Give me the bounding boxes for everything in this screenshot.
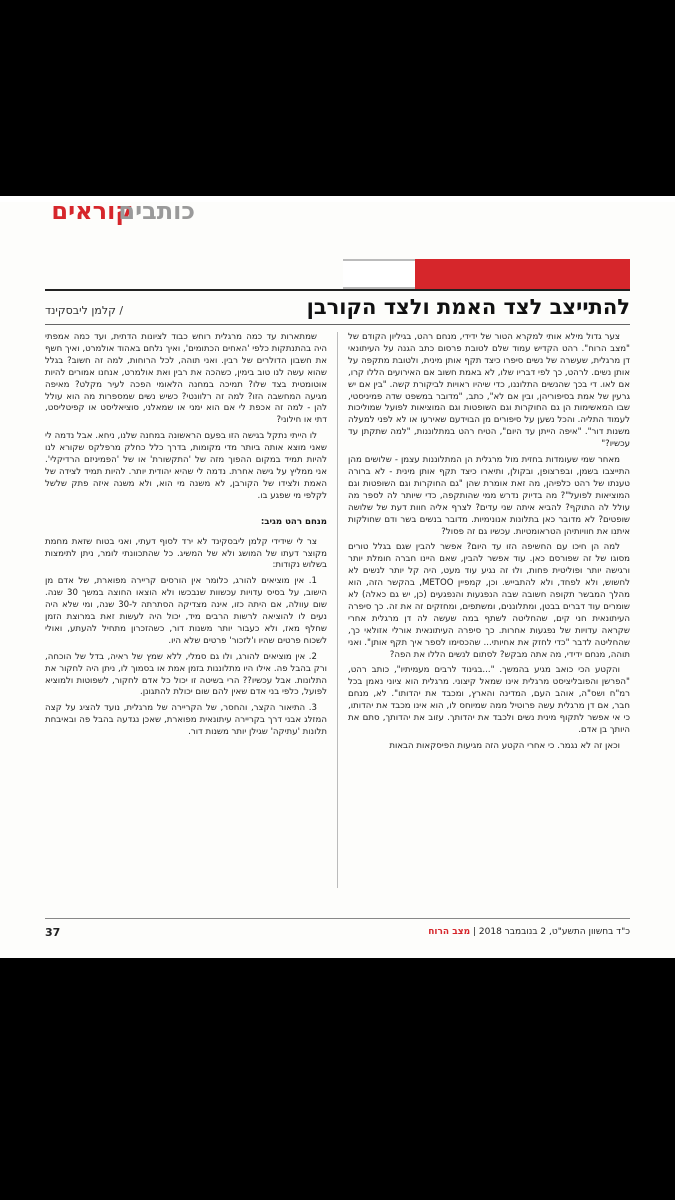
paragraph: 3. התיאור הקצר, והחסר, של הקריירה של מרגלית, נועד להציג על קצה המזלג אבני דרך בקריירה עיתונאית מפוארת, שאכן נגדעה בהבל פה ובאיבחת תלונות 'עתיקה' שגילן יותר משנות דור.	[45, 703, 327, 738]
section-title-red: קוראים	[51, 197, 133, 225]
paragraph: 2. אין מוציאים להורג, ולו גם סמלי, ללא שמץ של ראיה, בדל של הוכחה, ורק בהבל פה. אילו היו מתלוננות בזמן אמת או בסמוך לו, ניתן היה לחקור את התלונות. אבל עכשיו?? הרי בשיטה זו יכול כל אדם לחקור, לשפוטות ולמוציא לפועל, כלפי בני אדם שאין להם שום יכולת להתגונן.	[45, 651, 327, 698]
article-column-right	[348, 332, 630, 892]
section-rule	[45, 289, 630, 291]
headline-rule	[45, 324, 630, 325]
footer-meta	[428, 927, 630, 937]
paragraph: 1. אין מוציאים להורג, כלומר אין הורסים קריירה מפוארת, של אדם מן הישוב, על בסיס עדויות עכשוות שנבכשו ולא הוצאו החוצה במשך 30 שנה. שום עוולה, אם היתה כזו, אינה מצדיקה הסתרתה ל-30 שנה, ומי שלא היה נעים לו להוציאה לרשות הרבים מיד, יכול היה לעשות זאת במרוצת הזמן שחלף מאז, ולא כעבור יותר משנות דור, כשהזכרון מתחיל להעתע, ואולי לשכוח פרטים שהיו ו'לזכור' פרטים שלא היו.	[45, 576, 327, 646]
paragraph: והקטע הכי כואב מגיע בהמשך. "...בגינוד לרבים מעמיתיו", כותב רהט, "הפרשן והפובליציסט מרגלית אינו שמאל קיצוני. מרגלית הוא ציוני נאמן בכל רמ"ח ושס"ה, אוהב העם, המדינה והארץ, ומכבד את יהדותו". לא, מנחם חבר, אם דן מרגלית עשה פרוטיל ממה שמיוחס לו, הוא אינו מכבד את יהדותו, כי אי אפשר לתקוף מינית נשים ולכבד את יהדותך. עזוב את יהדותך, סתם את היותך בן אדם.	[348, 665, 630, 735]
section-title-gray: כותבים	[118, 197, 195, 225]
paragraph: למה הן חיכו עם החשיפה הזו עד היום? אפשר להבין שגם בגלל טורים מסוגו של זה שפורסם כאן. עוד אפשר להבין, שאם היינו חברה חומלת יותר ורגישה יותר ופוליטית פחות, ולוּ זה נגיע עוד מעט, היה קל יותר לנשים לא לחשוש, ולא לפחד, ולא להתבייש. וכן, קמפיין METOO, בהקשר הזה, הוא מהלך המבשר תקופה חשובה שבה הנפגעות והנפגעים (כן, יש גם כאלה) לא שומרים עוד דברים בבטן, ומתלוננים, ומשתפים, ומחזקים זה את זה. כך סיפרה העיתונאית חני קים, שהחליטה לשתף במה שעשה לה דן מרגלית אחרי שקראה עדויות של נפגעות אחרות. כך סיפרה העיתונאית אורלי אזולאי כך, שהחליטה לדבר "כדי לחזק את אחיותי... שהכסימו לספר איך תקף אותן". ואני תוהה, מנחם ידידי, מה אתה מבקש? לסתום לנשים הללו את הפה?	[348, 542, 630, 660]
paragraph: שמתארות עד כמה מרגלית רוחש כבוד לציונות הדתית, ועד כמה אמפתי היה בהתנתקות כלפי 'האחים הכתומים', ואיך נלחם באהוד אולמרט, ואיך חשף את חשבון הדולרים של רבין. ואני תוהה, לכל הרוחות, למה זה חשוב? בגלל שהוא עשה לנו טוב בימין, כשהכה את רבין ואת אולמרט, אנחנו אמורים להיות אוטומטית בצד שלו? תמיכה במחנה הלאומי הפכה לעיר מקלט? מאיפה מגיעה המחשבה הזו? למה זה רלוונטי? כשיש נשים שמספרות מה הוא עולל להן - למה זה אכפת לי אם הוא ימני או שמאלני, סוציאליסט או קפיטליסט, דתי או חילוני?	[45, 332, 327, 426]
section-banner	[45, 259, 630, 289]
paragraph: מאחר שמי שעומדות בחזית מול מרגלית הן המתלוננות עצמן - שלושים מהן התייצבו בשמן, ובפרצופן, ובקולן, ותיארו כיצד תקף אותן מינית - לא ברורה טענתו של רהט כלפיהן, מה זאת אומרת שהן "גם החוקרות וגם השופטות וגם המוציאות לפועל"? מה בדיוק נדרש ממי שהותקפה, כדי שיותר לה לספר מה עולל לה התוקף? להביא איתה שני עדים? לצרף אליה חוות דעת של שלושה שופטים? לא מדובר כאן בתלונות אנונימיות. מדובר בנשים בשר ודם שחולקות איתנו את חוויותיהן הטראומטיות. עכשיו גם זה פסול?	[348, 455, 630, 537]
paragraph: וכאן זה לא נגמר. כי אחרי הקטע הזה מגיעות הפיסקאות הבאות	[389, 740, 620, 751]
article-headline: להתייצב לצד האמת ולצד הקורבן	[306, 295, 630, 319]
section-banner-gray-block	[343, 259, 415, 289]
footer-rule	[45, 918, 630, 919]
paragraph: צער גדול מילא אותי למקרא הטור של ידידי, מנחם רהט, בגיליון הקודם של "מצב הרוח". רהט הקדיש עמוד שלם לטובת פרסום כתב הגנה על העיתונאי דן מרגלית, שעשרה של נשים סיפרו כיצד תקף אותן מינית, ולטובת מתקפה על אותן נשים. לרהט, כך לפי דבריו שלו, לא באמת חשוב אם האירועים הללו קרו, אם לאו. די בכך שהנשים התלוננו, כדי שיהיו ראויות לביקורת קשה. "בין אם יש גרעין של אמת בסיפוריהן, ובין אם לא", כתב, "מדובר במשפט שדה פמיניסטי, שבו המאשימות הן גם החוקרות וגם השופטות וגם המוציאות לפועל שמוליכות לעמוד התליה. והכל נשען על סיפורים מן הבוידעם שאירעו או לא לפני למעלה משנות דור". "איפה הייתן עד היום", הטיח רהט במתלוננות, "למה שתקתן עד עכשיו?"	[348, 332, 630, 450]
magazine-page	[0, 196, 675, 958]
paragraph: צר לי שידידי קלמן ליבסקינד לא ירד לסוף דעתי, ואני בטוח שזאת מחמת מקוצר דעתו של המושג ולא של המשיג. כל שהתכוונתי לומר, ניתן לתימצות בשלוש נקודות:	[45, 536, 327, 571]
column-divider	[337, 332, 338, 888]
section-banner-red-block	[415, 259, 630, 289]
article-byline: / קלמן ליבסקינד	[45, 304, 124, 317]
footer-date: כ"ד בחשוון התשע"ט, 2 בנובמבר 2018	[478, 927, 630, 937]
footer-brand: מצב הרוח	[428, 927, 471, 937]
paragraph: לו הייתי נתקל בגישה הזו בפעם הראשונה במחנה שלנו, ניחא. אבל נדמה לי שאני מוצא אותה ביותר מדי מקומות, בדרך כלל כחלק מרפלקס שקורא לנו להיות תמיד במקום ההפוך מזה של 'התקשורת' או של 'הפמיניזם הרדיקלי'. אני ממליץ על גישה אחרת. נדמה לי שהיא יהודית יותר. להיות תמיד לצידה של האמת ולצידו של הקורבן, לא משנה מי הוא, ולא משנה איזה פתק שלשל לקלפי מי שפגע בו.	[45, 431, 327, 501]
response-subhead: מנחם רהט מגיב:	[260, 516, 327, 527]
page-number: 37	[45, 926, 61, 939]
footer-separator: |	[472, 927, 477, 937]
article-column-left	[45, 332, 327, 892]
